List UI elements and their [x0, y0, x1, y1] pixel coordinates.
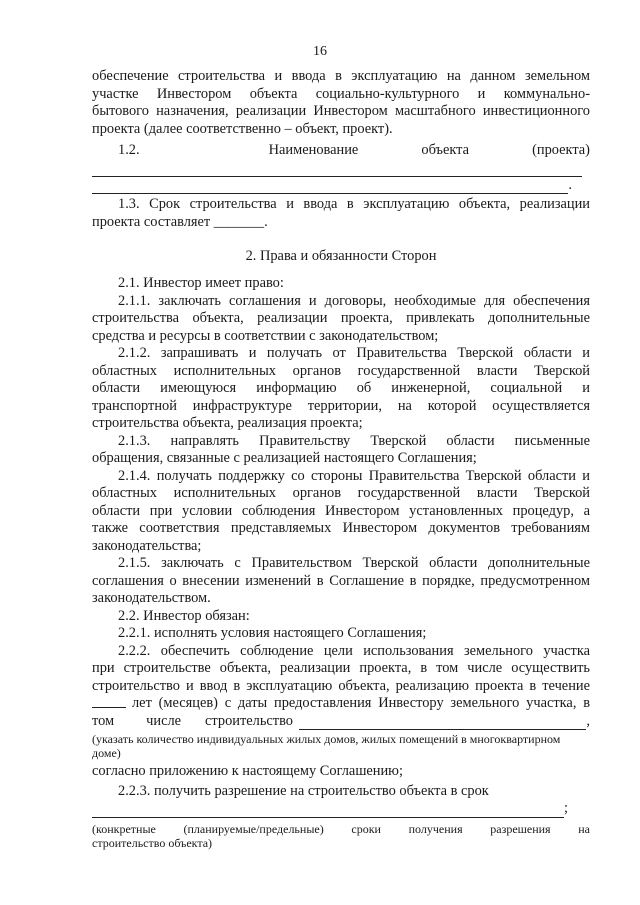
section-title — [92, 248, 590, 266]
text-line: бытового назначения, реализации Инвестором масштабного инвестиционного — [92, 103, 590, 119]
text-line: области имеющуюся информацию об инженерной, социальной и — [92, 380, 590, 396]
text-line: участке Инвестором объекта социально-культурного и коммунально- — [92, 85, 590, 102]
text-line: 2.1.2. запрашивать и получать от Правительства Тверской области и — [118, 345, 590, 361]
blank-line — [92, 160, 582, 177]
text-line: проекта составляет _______. — [92, 213, 268, 230]
text-line: соглашения о внесении изменений в Соглашение в порядке, предусмотренном — [92, 572, 590, 589]
note-word: сроки — [351, 821, 381, 836]
text-line: 2.1. Инвестор имеет право: — [118, 275, 284, 291]
text-line: также соответствия представляемых Инвестором документов требованиям — [92, 520, 590, 536]
text-word: числе — [146, 712, 182, 729]
line-end: , — [586, 712, 590, 729]
text-line: 2.2.1. исполнять условия настоящего Соглашения; — [118, 625, 427, 641]
note-word: получения — [408, 821, 463, 836]
page-number: 16 — [313, 44, 327, 59]
clause-1-2 — [92, 142, 590, 194]
text-line: 2.2. Инвестор обязан: — [118, 607, 250, 624]
text-line: 2.1.3. направлять Правительству Тверской области письменные — [118, 432, 590, 449]
text-line: 2.2.3. получить разрешение на строительство объекта в срок — [118, 782, 489, 799]
term-line — [92, 695, 590, 713]
text-line: обращения, связанные с реализацией настоящего Соглашения; — [92, 450, 477, 466]
line-end: ; — [564, 800, 568, 816]
note-word: (конкретные — [92, 821, 156, 836]
text-line: законодательства; — [92, 537, 202, 554]
note-line: строительство объекта) — [92, 835, 213, 850]
note-word: разрешения — [490, 821, 551, 836]
text-line: областных исполнительных органов государственной власти Тверской — [92, 362, 590, 379]
note-2-line — [92, 822, 590, 836]
line-end: . — [568, 176, 572, 193]
section-heading: 2. Права и обязанности Сторон — [245, 248, 437, 264]
blank-line-row — [92, 177, 572, 195]
blank-line — [92, 803, 564, 818]
text-line: строительства объекта, реализации проекта, привлекать дополнительные — [92, 310, 590, 326]
term-blank — [92, 695, 126, 708]
blank-line — [92, 177, 568, 194]
text-line: строительство и ввод в эксплуатацию объекта, реализацию проекта в течение — [92, 677, 590, 694]
note-word: на — [578, 821, 590, 836]
text-line: законодательством. — [92, 590, 211, 606]
text-line: области при условии соблюдения Инвестором установленных процедур, а — [92, 502, 590, 519]
text-line: 2.2.2. обеспечить соблюдение цели использования земельного участка — [118, 642, 590, 659]
text-line: строительства объекта, реализация проекта; — [92, 415, 363, 431]
blank-line-row — [92, 800, 568, 818]
clause-number: 1.2. — [118, 142, 140, 158]
text-line: лет (месяцев) с даты предоставления Инвестору земельного участка, в — [132, 695, 590, 711]
tom-line — [92, 713, 590, 731]
text-line: областных исполнительных органов государственной власти Тверской — [92, 485, 590, 501]
section-2-body — [92, 275, 590, 850]
note-line: доме) — [92, 746, 121, 760]
text-line: 2.1.5. заключать с Правительством Тверской области дополнительные — [118, 555, 590, 571]
text-line: обеспечение строительства и ввода в эксплуатацию на данном земельном — [92, 68, 590, 84]
clause-1-3 — [92, 196, 590, 231]
blank-line — [299, 715, 586, 730]
text-word: том — [92, 712, 115, 729]
text-line: 2.1.1. заключать соглашения и договоры, необходимые для обеспечения — [118, 292, 590, 309]
note-line: (указать количество индивидуальных жилых домов, жилых помещений в многоквартирном — [92, 732, 561, 746]
note-word: (планируемые/предельные) — [183, 821, 324, 836]
text-line: проекта (далее соответственно – объект, проект). — [92, 120, 393, 137]
text-word: строительство — [205, 712, 293, 729]
text-line: средства и ресурсы в соответствии с законодательством; — [92, 327, 439, 344]
clause-word: объекта — [421, 142, 470, 158]
text-line: при строительстве объекта, реализации проекта, в том числе осуществить — [92, 660, 590, 676]
text-line: транспортной инфраструктуре территории, на которой осуществляется — [92, 397, 590, 414]
text-line: 2.1.4. получать поддержку со стороны Правительства Тверской области и — [118, 467, 590, 484]
text-line: 1.3. Срок строительства и ввода в эксплуатацию объекта, реализации — [118, 196, 590, 212]
intro-paragraph — [92, 68, 590, 138]
clause-word: (проекта) — [532, 142, 590, 158]
clause-word: Наименование — [268, 142, 359, 158]
text-line: согласно приложению к настоящему Соглашению; — [92, 763, 403, 779]
clause-1-2-line — [92, 142, 590, 160]
